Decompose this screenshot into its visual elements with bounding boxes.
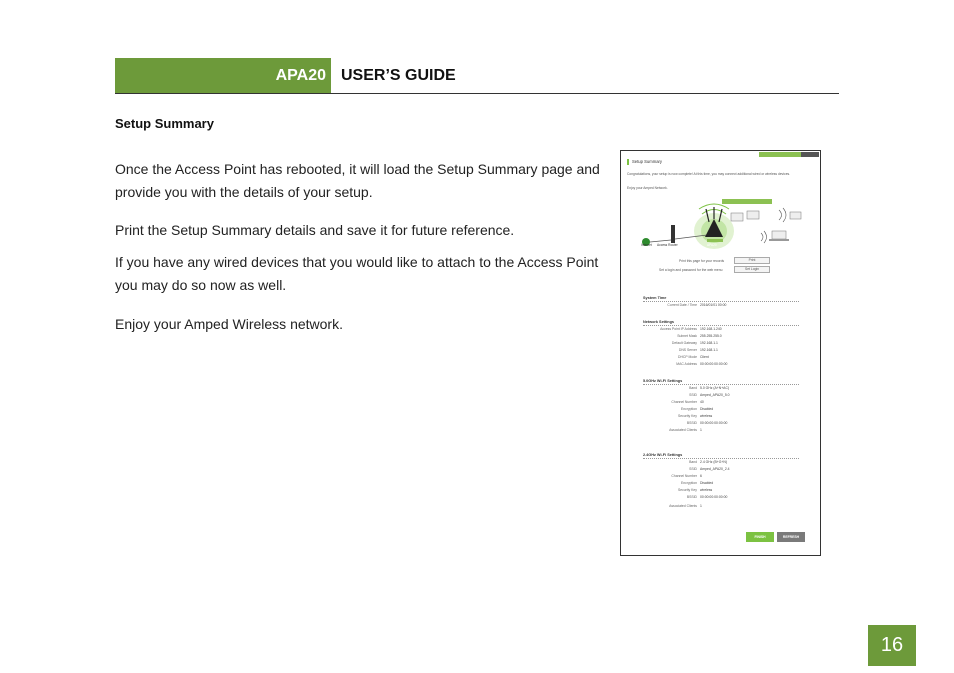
setting-label: Encryption: [680, 481, 697, 485]
paragraph-print: Print the Setup Summary details and save it for future reference.: [115, 222, 515, 238]
setting-label: Encryption: [680, 407, 697, 411]
paragraph-wired: If you have any wired devices that you would like to attach to the Access Point you may do so now as well.: [115, 254, 599, 293]
screenshot-nav-home: [801, 152, 819, 157]
setting-value: 192.168.1.240: [700, 327, 722, 331]
setting-label: Channel Number: [671, 474, 697, 478]
diagram-label-internet: Internet: [641, 243, 652, 247]
setting-label: BSSID: [686, 495, 697, 499]
setup-summary-screenshot: [620, 150, 821, 556]
paragraph-rebooted: Once the Access Point has rebooted, it will load the Setup Summary page and provide you with the details of your setup.: [115, 161, 600, 200]
setting-label: Associated Clients: [669, 504, 697, 508]
setting-value: Client: [700, 355, 709, 359]
setting-label: SSID: [689, 467, 697, 471]
setting-label: SSID: [689, 393, 697, 397]
diagram-label-ap: APA20: [707, 243, 717, 247]
setting-value: Disabled: [700, 481, 714, 485]
setting-label: DHCP Mode: [678, 355, 697, 359]
print-button[interactable]: Print: [734, 257, 770, 264]
guide-title: USER’S GUIDE: [341, 67, 456, 84]
setting-label: Security Key: [677, 488, 697, 492]
system-time-label: Current Date / Time: [667, 303, 697, 307]
login-prompt: Set a login and password for the web menu: [659, 268, 723, 272]
setting-value: 1: [700, 428, 702, 432]
setting-value: 1: [700, 504, 702, 508]
setting-label: Security Key: [677, 414, 697, 418]
setting-label: Band: [689, 460, 697, 464]
setting-value: 00:00:00:00:00:00: [700, 362, 728, 366]
setting-label: MAC Address: [676, 362, 697, 366]
setting-value: 192.168.1.1: [700, 348, 718, 352]
model-name: APA20: [275, 67, 326, 84]
setting-value: wireless: [700, 488, 713, 492]
setting-value: 00:00:00:00:00:00: [700, 421, 728, 425]
setting-value: 2.4 GHz (B+G+N): [700, 460, 727, 464]
setting-value: Amped_APA20_2.4: [700, 467, 730, 471]
setting-value: 192.168.1.1: [700, 341, 718, 345]
set-login-button[interactable]: Set Login: [734, 266, 770, 273]
setting-label: Default Gateway: [671, 341, 697, 345]
system-time-divider: [643, 301, 799, 302]
setting-label: Channel Number: [671, 400, 697, 404]
setting-label: Band: [689, 386, 697, 390]
setting-label: Access Point IP Address: [660, 327, 697, 331]
screenshot-enjoy: Enjoy your Amped Network.: [627, 186, 668, 190]
paragraph-enjoy: Enjoy your Amped Wireless network.: [115, 316, 343, 332]
setting-value: 255.255.255.0: [700, 334, 722, 338]
section-title: Setup Summary: [115, 116, 214, 131]
setting-value: wireless: [700, 414, 713, 418]
system-time-value: 2016/01/01 00:00: [700, 303, 727, 307]
refresh-button[interactable]: REFRESH: [777, 532, 805, 542]
network-settings-divider: [643, 325, 799, 326]
wifi-5ghz-divider: [643, 384, 799, 385]
print-prompt: Print this page for your records: [679, 259, 725, 263]
page-number: 16: [868, 625, 916, 666]
screenshot-title: Setup Summary: [632, 159, 663, 164]
setting-label: BSSID: [686, 421, 697, 425]
setting-value: Amped_APA20_5.0: [700, 393, 730, 397]
setting-label: DNS Server: [678, 348, 697, 352]
wifi-24ghz-divider: [643, 458, 799, 459]
wifi-24ghz-heading: 2.4GHz Wi-Fi Settings: [643, 453, 683, 457]
setting-value: 00:00:00:00:00:00: [700, 495, 728, 499]
setting-label: Associated Clients: [669, 428, 697, 432]
wifi-5ghz-heading: 5.0GHz Wi-Fi Settings: [643, 379, 683, 383]
setting-value: 6: [700, 474, 702, 478]
setting-label: Subnet Mask: [677, 334, 697, 338]
setting-value: 5.0 GHz (A+N+AC): [700, 386, 730, 390]
title-marker: [627, 159, 629, 165]
system-time-heading: System Time: [643, 296, 667, 300]
screenshot-intro: Congratulations, your setup is now complete! At this time, you may connect additional wired or wireless devices.: [627, 172, 791, 176]
header-rule: [115, 93, 839, 94]
finish-button[interactable]: FINISH: [746, 532, 774, 542]
setting-value: Disabled: [700, 407, 714, 411]
setting-value: 40: [700, 400, 704, 404]
network-settings-heading: Network Settings: [643, 320, 675, 324]
diagram-label-router: Access Router: [657, 243, 678, 247]
